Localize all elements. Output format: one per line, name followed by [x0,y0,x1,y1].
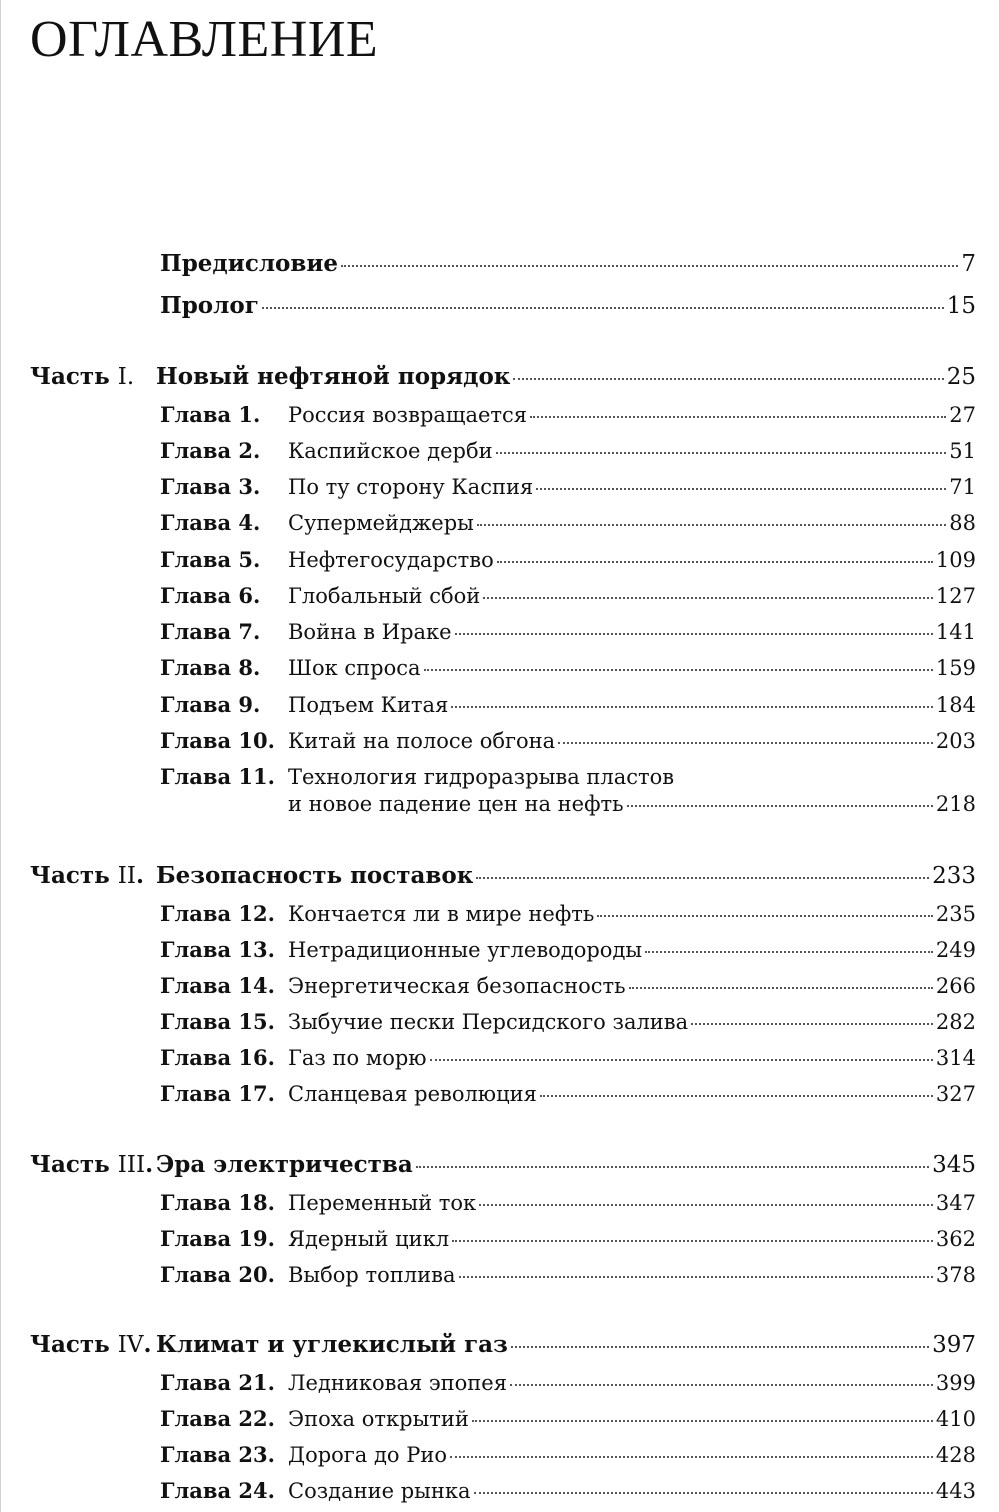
page-number: 235 [935,902,976,926]
page-number: 347 [935,1191,976,1215]
page-number: 203 [935,729,976,753]
dot-leader [416,1165,929,1168]
dot-leader [536,487,946,490]
chapter-number: Глава 12. [160,901,275,926]
chapter-title: Подъем Китая [288,693,449,717]
page-number: 127 [935,584,976,608]
part-number [30,363,156,390]
page-number: 410 [935,1407,976,1431]
part-title: Климат и углекислый газ [156,1331,508,1358]
chapter-title: Выбор топлива [288,1263,456,1287]
page-number: 109 [935,548,976,572]
chapter-number: Глава 20. [160,1262,275,1287]
chapter-number: Глава 7. [160,619,261,644]
toc-chapter-entry[interactable] [160,1406,976,1431]
toc-chapter-entry[interactable] [160,1262,976,1287]
entry-title: Предисловие [160,250,339,277]
dot-leader [430,1058,933,1061]
chapter-title: Глобальный сбой [288,584,481,608]
chapter-title: По ту сторону Каспия [288,475,534,499]
chapter-number: Глава 21. [160,1370,275,1395]
chapter-title-line2: и новое падение цен на нефть [288,792,624,816]
chapter-number: Глава 4. [160,510,261,535]
toc-chapter-entry[interactable] [160,764,976,789]
page-number: 15 [946,293,976,319]
page-number: 25 [946,364,976,390]
toc-chapter-entry[interactable] [160,973,976,998]
part-title: Эра электричества [156,1151,413,1178]
toc-chapter-entry[interactable] [160,1226,976,1251]
chapter-number: Глава 6. [160,583,261,608]
part-roman: II [117,863,136,889]
part-number: Часть II. [30,862,144,889]
entry-title: Пролог [160,292,259,319]
page-number: 327 [935,1082,976,1106]
chapter-number: Глава 15. [160,1009,275,1034]
page-number: 397 [932,1332,976,1358]
toc-chapter-entry[interactable] [160,510,976,535]
toc-part-entry[interactable] [30,1331,976,1358]
dot-leader [341,264,958,267]
chapter-title: Кончается ли в мире нефть [288,902,595,926]
chapter-title: Эпоха открытий [288,1407,469,1431]
part-number: Часть IV. [30,1331,152,1358]
toc-chapter-entry[interactable] [160,937,976,962]
chapter-number: Глава 16. [160,1045,275,1070]
toc-front-entry[interactable] [160,250,976,277]
chapter-number: Глава 13. [160,937,275,962]
part-number: Часть III. [30,1151,154,1178]
page-number: 428 [935,1443,976,1467]
toc-part-entry[interactable] [30,363,976,390]
chapter-number: Глава 19. [160,1226,275,1251]
chapter-number: Глава 24. [160,1478,275,1503]
part-roman: I. [117,364,135,390]
page-number: 399 [935,1371,976,1395]
chapter-number: Глава 9. [160,692,261,717]
toc-chapter-entry[interactable] [160,1045,976,1070]
dot-leader [496,451,947,454]
dot-leader [455,632,933,635]
part-label: Часть [30,1331,110,1358]
toc-chapter-entry[interactable] [160,1009,976,1034]
chapter-number: Глава 23. [160,1442,275,1467]
toc-chapter-entry[interactable] [160,438,976,463]
toc-chapter-entry[interactable] [160,583,976,608]
page-number: 249 [935,938,976,962]
toc-chapter-entry[interactable] [160,402,976,427]
dot-leader [497,560,933,563]
page-title: ОГЛАВЛЕНИЕ [30,11,379,68]
chapter-number: Глава 1. [160,402,261,427]
dot-leader [477,523,946,526]
page-number: 7 [961,251,976,277]
chapter-title: Ядерный цикл [288,1227,450,1251]
part-label: Часть [30,363,110,390]
chapter-title: Энергетическая безопасность [288,974,626,998]
dot-leader [450,1455,933,1458]
toc-chapter-entry[interactable] [160,1478,976,1503]
toc-chapter-entry[interactable] [160,1081,976,1106]
page-number: 218 [935,792,976,816]
dot-leader [558,741,933,744]
toc-chapter-entry[interactable] [160,728,976,753]
dot-leader [530,415,946,418]
toc-chapter-entry[interactable] [160,1442,976,1467]
chapter-number: Глава 18. [160,1190,275,1215]
page-number: 266 [935,974,976,998]
page-number: 362 [935,1227,976,1251]
dot-leader [479,1203,933,1206]
dot-leader [472,1419,933,1422]
dot-leader [513,377,943,380]
chapter-title: Россия возвращается [288,403,528,427]
part-roman: IV [117,1332,144,1358]
page-number: 141 [935,620,976,644]
part-label: Часть [30,1151,110,1178]
chapter-title: Сланцевая революция [288,1082,537,1106]
chapter-title: Зыбучие пески Персидского залива [288,1010,689,1034]
page-number: 314 [935,1046,976,1070]
page-number: 51 [949,439,976,463]
chapter-title: Создание рынка [288,1479,471,1503]
dot-leader [452,1239,933,1242]
dot-leader [627,804,933,807]
toc-chapter-entry[interactable] [160,692,976,717]
chapter-number: Глава 22. [160,1406,275,1431]
chapter-title: Шок спроса [288,656,421,680]
part-title: Новый нефтяной порядок [156,363,511,390]
chapter-title: Нетрадиционные углеводороды [288,938,643,962]
chapter-title: Каспийское дерби [288,439,493,463]
page-number: 88 [949,511,976,535]
page-number: 443 [935,1479,976,1503]
dot-leader [629,986,933,989]
dot-leader [424,668,933,671]
page-number: 71 [949,475,976,499]
page-number: 233 [932,863,976,889]
page-number: 27 [949,403,976,427]
dot-leader [511,1345,929,1348]
chapter-number: Глава 10. [160,728,275,753]
toc-chapter-entry[interactable] [160,655,976,680]
dot-leader [262,306,944,309]
toc-chapter-entry[interactable] [160,547,976,572]
dot-leader [691,1022,933,1025]
chapter-title: Нефтегосударство [288,548,494,572]
chapter-title: Китай на полосе обгона [288,729,556,753]
page-number: 159 [935,656,976,680]
chapter-number: Глава 14. [160,973,275,998]
dot-leader [459,1275,933,1278]
chapter-title: Дорога до Рио [288,1443,448,1467]
toc-part-entry[interactable] [30,862,976,889]
page-number: 378 [935,1263,976,1287]
chapter-title: Технология гидроразрыва пластов [288,765,675,789]
dot-leader [540,1094,933,1097]
page-number: 345 [932,1152,976,1178]
page-number: 282 [935,1010,976,1034]
chapter-title: Переменный ток [288,1191,477,1215]
chapter-number: Глава 8. [160,655,261,680]
dot-leader [645,950,933,953]
dot-leader [474,1491,933,1494]
toc-part-entry[interactable] [30,1151,976,1178]
chapter-title: Ледниковая эпопея [288,1371,507,1395]
toc-chapter-entry[interactable] [160,901,976,926]
dot-leader [483,596,933,599]
chapter-number: Глава 11. [160,764,275,789]
toc-chapter-entry[interactable] [160,474,976,499]
part-roman: III [117,1152,146,1178]
part-label: Часть [30,862,110,889]
dot-leader [451,705,933,708]
dot-leader [510,1383,933,1386]
dot-leader [597,914,933,917]
toc-chapter-entry[interactable] [160,1370,976,1395]
chapter-title: Война в Ираке [288,620,452,644]
toc-chapter-entry[interactable] [160,619,976,644]
chapter-number: Глава 17. [160,1081,275,1106]
chapter-number: Глава 2. [160,438,261,463]
toc-front-entry[interactable] [160,292,976,319]
chapter-number: Глава 3. [160,474,261,499]
toc-chapter-entry[interactable] [160,1190,976,1215]
chapter-title: Газ по морю [288,1046,427,1070]
chapter-title: Супермейджеры [288,511,474,535]
page-number: 184 [935,693,976,717]
dot-leader [476,876,929,879]
chapter-number: Глава 5. [160,547,261,572]
page-edge-left [0,0,1,1512]
toc-chapter-continuation[interactable] [288,792,976,816]
part-title: Безопасность поставок [156,862,474,889]
